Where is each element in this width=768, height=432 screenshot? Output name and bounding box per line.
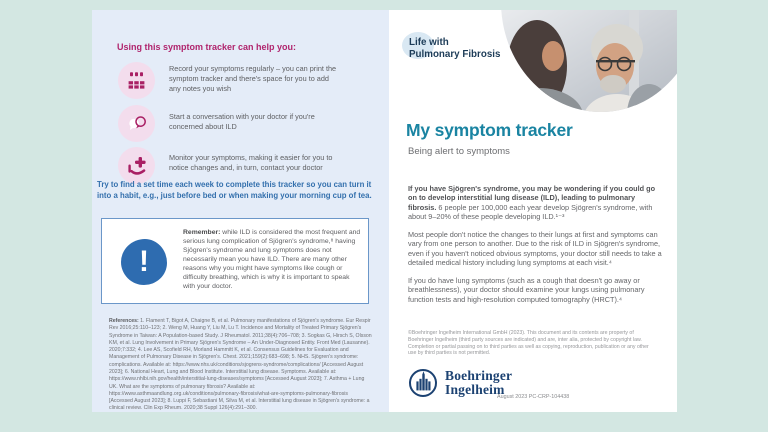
brand-logo [409, 37, 500, 60]
speech-bubble-icon [118, 105, 155, 142]
remember-label: Remember: [183, 229, 221, 236]
approval-code: August 2023 PC-CRP-104438 [497, 394, 570, 400]
remember-text [183, 228, 361, 291]
right-page [389, 10, 677, 412]
paragraph-2: Most people don't notice the changes to their lungs at first and symptoms can vary from one person to another. Due to the risk of ILD in Sjögren's syndrome, even if you haven't noticed obvious symptoms, your doctor still needs to take a detailed medical history including lung symptoms at each visit.⁴ [408, 229, 662, 268]
list-item [118, 62, 378, 99]
page-subtitle: Being alert to symptoms [408, 146, 510, 157]
patient-photo [501, 10, 677, 114]
boehringer-emblem-icon [408, 368, 438, 398]
intro-rest-text: 6 people per 100,000 each year develop Sjögren's syndrome, with about 9–20% of these people developing ILD.¹⁻³ [408, 202, 653, 222]
remember-callout-box [101, 218, 369, 304]
intro-paragraph [408, 184, 662, 222]
left-page-heading: Using this symptom tracker can help you: [117, 42, 297, 52]
alert-exclamation-icon: ! [121, 239, 167, 285]
body-text [408, 184, 662, 312]
copyright-notice: ©Boehringer Ingelheim International GmbH (2023). This document and its contents are property of Boehringer Ingelheim (third party sources are indicated) and are, inter alia, protected by copyright law. Completion or partial passing on to third parties as well as copying, reproduction, publication or any other use by third parties is not permitted. [408, 330, 649, 357]
references-text: 1. Flament T, Bigot A, Chaigne B, et al. Pulmonary manifestations of Sjögren's syndrome. Eur Respir Rev 2016;25:110–123; 2. Weng M, Huang Y, Liu M, Lu T. Incidence and Mortality of Treated Primary Sjögren's Syndrome in Taiwan: A Population-based Study. J Rheumatol. 2011;38(4):706–708; 3. Sogkas G, Hirsch S, Olsson KM, et al. Lung Involvement in Primary Sjögren's Syndrome – An Under-Diagnosed Entity. Front Med (Lausanne). 2020;7:332; 4. Lee AS, Scofield RH, Morland Hammitt K, et al. Consensus Guidelines for Evaluation and Management of Pulmonary Disease in Sjögren's. Chest. 2021;159(2):683–698; 5. NHS. Sjögren's syndrome: complications. Available at: https://www.nhs.uk/conditions/sjogrens-syndrome/complications/ [Accessed August 2023]; 6. National Heart, Lung and Blood Institute. Interstitial lung disease. Symptoms. Available at: https://www.nhlbi.nih.gov/health/interstitial-lung-diseases/symptoms [Accessed August 2023]; 7. Asthma + Lung UK. What are the symptoms of pulmonary fibrosis? Available at: https://www.asthmaandlung.org.uk/conditions/pulmonary-fibrosis/what-are-symptoms-pulmonary-fibrosis [Accessed August 2023]; 8. Luppi F, Sebastiani M, Silva M, et al. Interstitial lung disease in Sjögren's syndrome: a clinical review. Clin Exp Rheum. 2020;38 Suppl 126(4):291–300. [109, 318, 372, 412]
references-block [109, 318, 372, 413]
list-item [118, 147, 378, 184]
left-page [92, 10, 389, 412]
brand-line1: Life with [409, 37, 449, 48]
calendar-icon [118, 62, 155, 99]
hand-plus-icon [118, 147, 155, 184]
list-item-text: Record your symptoms regularly – you can print the symptom tracker and there's space for you to add any notes you wish [169, 64, 337, 93]
list-item [118, 105, 378, 142]
list-item-text: Start a conversation with your doctor if you're concerned about ILD [169, 112, 315, 131]
paragraph-3: If you do have lung symptoms (such as a cough that doesn't go away or breathlessness), your doctor should examine your lungs using pulmonary function tests and high-resolution computed tomography (HRCT).⁴ [408, 275, 645, 304]
list-item-text: Monitor your symptoms, making it easier for you to notice changes and, in turn, contact your doctor [169, 153, 333, 172]
remember-body: while ILD is considered the most frequent and serious lung complication of Sjögren's syndrome,⁸ having Sjögren's syndrome and lung symptoms does not necessarily mean you have ILD. There are many other reasons why you might have symptoms like cough or difficulty breathing, which is why it is important to speak with your doctor. [183, 229, 361, 291]
logo-line2: Ingelheim [445, 382, 505, 397]
boehringer-wordmark [445, 369, 512, 397]
brand-line2: Pulmonary Fibrosis [409, 48, 501, 60]
references-label: References: [109, 318, 141, 324]
logo-line1: Boehringer [445, 368, 513, 384]
page-title: My symptom tracker [406, 120, 573, 140]
tip-paragraph: Try to find a set time each week to complete this tracker so you can turn it into a habit, e.g., just before bed or when making your morning cup of tea. [97, 180, 372, 200]
intro-bold-text: If you have Sjögren's syndrome, you may be wondering if you could go on to develop interstitial lung disease (ILD), leading to pulmonary fibrosis. [408, 184, 656, 212]
